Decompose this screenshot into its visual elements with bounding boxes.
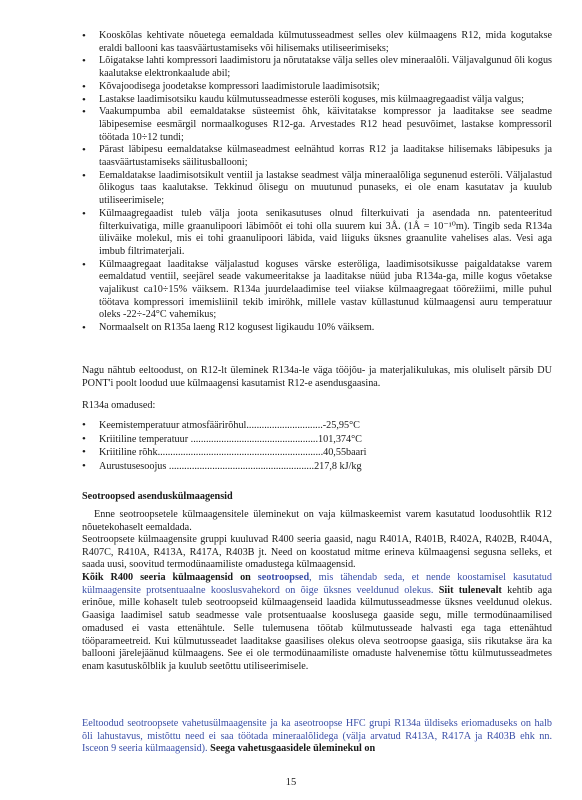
list-item: • Külmaagregaadist tuleb välja joota senikasutuses olnud filterkuivati ja asendada nn. patenteeritud filterkuivatiga, mille graanulipoori läbimõõt ei tohi olla suurem kui 3Å. (1Å = 10⁻¹⁰m). Tingib seda R134a üliväike molekul, mis ei tohi graanulipoori läbida, vaid liiguks üksnes graanulite vahelises alas. Vesi aga imbub filtrimaterjali. — [82, 208, 552, 259]
r134a-properties-list — [82, 419, 482, 473]
paragraph-3-bold-tail: Siit tulenevalt — [433, 584, 502, 596]
property-item: • Kriitiline temperatuur ..................................................101,374°C — [82, 433, 482, 447]
paragraph-3-lead: Kõik R400 seeria külmaagensid on — [82, 572, 258, 583]
property-item: • Aurustusesoojus .........................................................217,8 kJ/kg — [82, 460, 482, 474]
page-number: 15 — [285, 777, 297, 788]
paragraph-2: Seotroopsete külmaagensite gruppi kuuluvad R400 seeria gaasid, nagu R401A, R401B, R402A, R402B, R404A, R407C, R410A, R413A, R417A, R403B jt. Need on koostatud mitme erineva külmaagensi segusna selleks, et saada uusi, soovitud termodünaamiliste omadustega külmaagensid. — [82, 534, 552, 571]
list-item: • Eemaldatakse laadimisotsikult ventiil ja lastakse seadmest välja mineraalõliga segunenud esteröli. Väljalastud õlikogus taas kaalutakse. Tekkinud õlisegu on muutunud punaseks, ei ole enam kasutatav ja kuulub utiliseerimisele; — [82, 170, 552, 208]
procedure-bullet-list — [82, 30, 552, 335]
list-item: • Vaakumpumba abil eemaldatakse süsteemist õhk, käivitatakse kompressor ja laaditakse see seadme läbipesemise eesmärgil normaalkoguses R12-ga. Arvestades R12 head pesuvõimet, lastakse kompressoril töötada 10÷12 tundi; — [82, 106, 552, 144]
list-item: • Kooskõlas kehtivate nõuetega eemaldada külmutusseadmest selles olev külmaagens R12, mida kogutakse eraldi ballooni kas taasväärtustamiseks või hilisemaks utiliseerimiseks; — [82, 30, 552, 55]
list-item: • Lõigatakse lahti kompressori laadimistoru ja nõrutatakse välja selles olev mineraalõli. Väljavalgunud õli kogus kaalutakse elektronkaalude abil; — [82, 55, 552, 80]
paragraph-3-body: kehtib aga erinõue, mille kohaselt tuleb seotroopseid külmaagenseid laadida külmutusseadmesse üksnes veeldunud olekus. Gaasiga laadimisel satub seadmesse vale protsentuaalse kooslusega gaaside segu, mille termodünaamilised omadused ei vasta ettenähtule. Selle tulemusena töötab külmutusseade halvasti ega taga ettenähtud tööparameetreid. Kui külmutusseadet laaditakse gaasilises olekus oleva seotroopse gaasiga, siis rikutakse ära ka ballooni järelejäänud külmaagens. See ei ole termodünaamiliste omaduste halvenemise tõttu külmutusseadmetes enam kasutuskõlblik ja kuulub seetõttu utiliseerimisele. — [82, 584, 553, 672]
paragraph-3-highlight: , mis tähendab seda, et nende koostamisel kasutatud külmaagensite protsentuaalne kooslusvahekord on õige üksnes veeldunud olekus. — [82, 572, 552, 596]
intro-paragraph: Nagu nähtub eeltoodust, on R12-lt üleminek R134a-le väga tööjõu- ja materjalikulukas, mis oluliselt pärsib DU PONT'i poolt loodud uue külmaagensi kasutamist R12-e asendusgaasina. — [82, 365, 552, 389]
list-item: • Kõvajoodisega joodetakse kompressori laadimistorule laadimisotsik; — [82, 81, 552, 94]
list-item: • Pärast läbipesu eemaldatakse külmaseadmest eelnähtud korras R12 ja laaditakse hilisemaks läbipesuks ja taasväärtustamiseks säilitusballooni; — [82, 144, 552, 169]
paragraph-1: Enne seotroopsetele külmaagensitele üleminekut on vaja külmaskeemist varem kasutatud loodusohtlik R12 nõuetekohaselt eemaldada. — [82, 509, 552, 533]
paragraph-4-highlight: Eeltoodud seotroopsete vahetusülmaagensite ja ka aseotroopse HFC grupi R134a üldiseks eriomaduseks on halb õli lahustavus, mistõttu need ei saa töötada mineraalõlidega (välja arvatud R413A, R417A ja R403B ehk nn. Isceon 9 seeria külmaagensid). — [82, 718, 552, 755]
list-item: • Külmaagregaat laaditakse väljalastud koguses värske esteröliga, laadimisotsikusse paigaldatakse varem eemaldatud ventiil, seejärel seade vakumeeritakse ja laaditakse nüüd juba R134a-ga, mille kogus võetakse vajalikust ca10÷15% väiksem. R134a juurdelaadimise teel viiakse külmaagregaat töörežiimi, mille puhul töötava kompressori imemisliinil tekib imiröhk, millele vastav küllastunud külmaagensi auru temperatuur oleks -22÷-24°C vahemikus; — [82, 259, 552, 323]
section-heading: Seotroopsed asenduskülmaagensid — [82, 491, 233, 502]
list-item: • Normaalselt on R135a laeng R12 kogusest ligikaudu 10% väiksem. — [82, 322, 552, 335]
paragraph-3 — [82, 572, 552, 674]
seotroopsed-term: seotroopsed — [257, 572, 310, 583]
list-item: • Lastakse laadimisotsiku kaudu külmutusseadmesse esteröli koguses, mis külmaagregaadist välja valgus; — [82, 94, 552, 107]
property-item: • Kriitiline rõhk.................................................................40,55baari — [82, 446, 482, 460]
property-item: • Keemistemperatuur atmosfäärirõhul..............................-25,95°C — [82, 419, 482, 433]
r134a-properties-label: R134a omadused: — [82, 400, 156, 411]
paragraph-4-tail: Seega vahetusgaasidele üleminekul on — [207, 743, 376, 755]
paragraph-4 — [82, 718, 552, 756]
